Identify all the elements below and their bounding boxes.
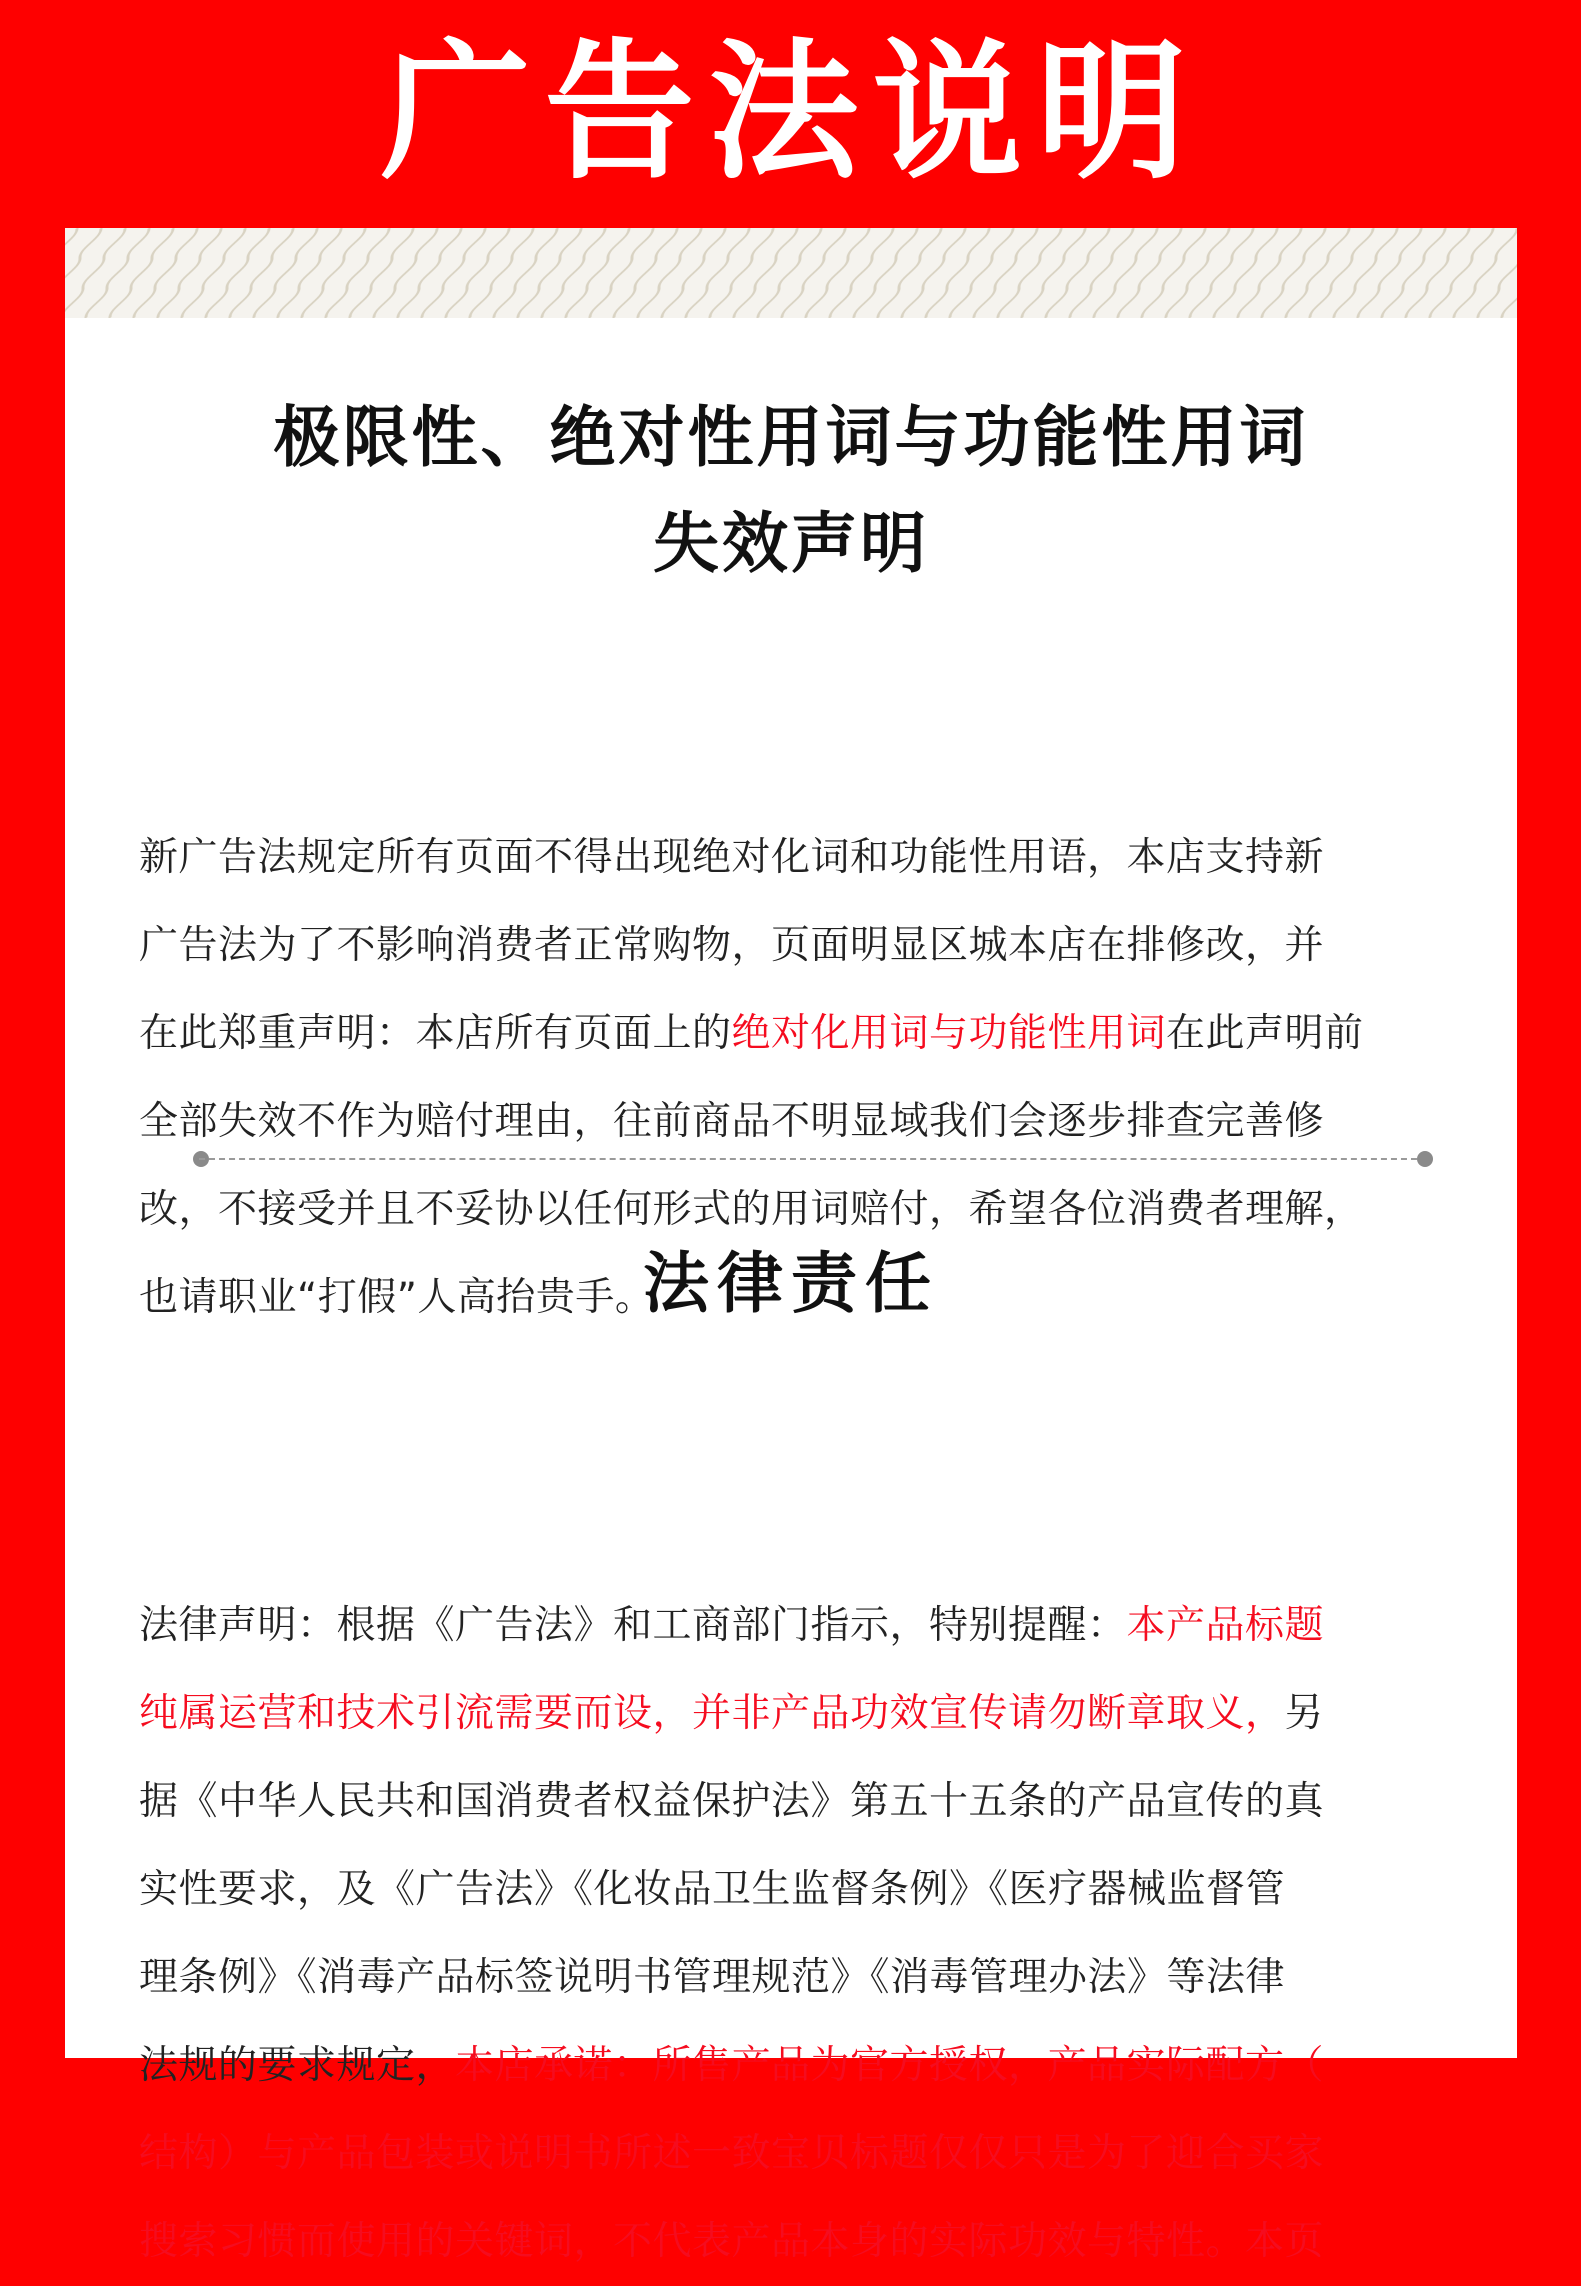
paragraph-line: 结构）与产品包装或说明书所述一致宝贝标题仅仅只是为了迎合买家 xyxy=(139,2131,1325,2176)
paragraph-line: 也请职业“打假”人高抬贵手。 xyxy=(139,1275,655,1320)
dotted-divider xyxy=(193,1151,1433,1167)
text-run: 在此声明前 xyxy=(1166,1011,1364,1056)
paragraph-line: 据《中华人民共和国消费者权益保护法》第五十五条的产品宣传的真 xyxy=(139,1779,1325,1824)
paragraph-line xyxy=(139,2022,1579,2110)
divider-dot-right xyxy=(1417,1151,1433,1167)
text-run: 在此郑重声明：本店所有页面上的 xyxy=(139,1011,732,1056)
highlight-text: 纯属运营和技术引流需要而设，并非产品功效宣传请勿断章取义， xyxy=(139,1691,1285,1736)
divider-line xyxy=(199,1158,1427,1160)
text-run: 法律声明：根据《广告法》和工商部门指示，特别提醒： xyxy=(139,1603,1127,1648)
page-title: 广告法说明 xyxy=(380,26,1201,200)
text-run: 另 xyxy=(1284,1691,1325,1736)
paragraph-line xyxy=(139,1582,1579,1670)
highlight-text: 本产品标题 xyxy=(1126,1603,1325,1648)
paragraph-line: 搜索习惯而使用的关键词，不代表产品本身的实际功效与特性。本页 xyxy=(139,2219,1325,2264)
paragraph-line: 广告法为了不影响消费者正常购物，页面明显区城本店在排修改，并 xyxy=(139,923,1325,968)
text-run: 法规的要求规定， xyxy=(139,2043,456,2088)
paragraph-line: 理条例》《消毒产品标签说明书管理规范》《消毒管理办法》等法律 xyxy=(139,1955,1286,2000)
paragraph-line: 实性要求，及《广告法》《化妆品卫生监督条例》《医疗器械监督管 xyxy=(139,1867,1286,1912)
paragraph-line xyxy=(139,990,1579,1078)
highlight-text: 绝对化用词与功能性用词 xyxy=(731,1011,1167,1056)
paragraph-line: 改，不接受并且不妥协以任何形式的用词赔付，希望各位消费者理解， xyxy=(139,1187,1364,1232)
section2-heading: 法律责任 xyxy=(643,1245,939,1322)
section1-heading-line1: 极限性、绝对性用词与功能性用词 xyxy=(273,399,1309,476)
highlight-text: 本店承诺：所售产品为官方授权，产品实际配方（ xyxy=(455,2043,1325,2088)
paragraph-line xyxy=(139,1670,1579,1758)
wave-pattern xyxy=(65,228,1517,318)
paragraph-line: 全部失效不作为赔付理由，往前商品不明显域我们会逐步排查完善修 xyxy=(139,1099,1325,1144)
section1-heading-line2: 失效声明 xyxy=(653,505,929,582)
statement-panel xyxy=(65,228,1517,2264)
legal-paragraph xyxy=(139,1582,1579,2286)
paragraph-line: 新广告法规定所有页面不得出现绝对化词和功能性用语，本店支持新 xyxy=(139,835,1325,880)
decorative-wave-band xyxy=(65,228,1517,318)
